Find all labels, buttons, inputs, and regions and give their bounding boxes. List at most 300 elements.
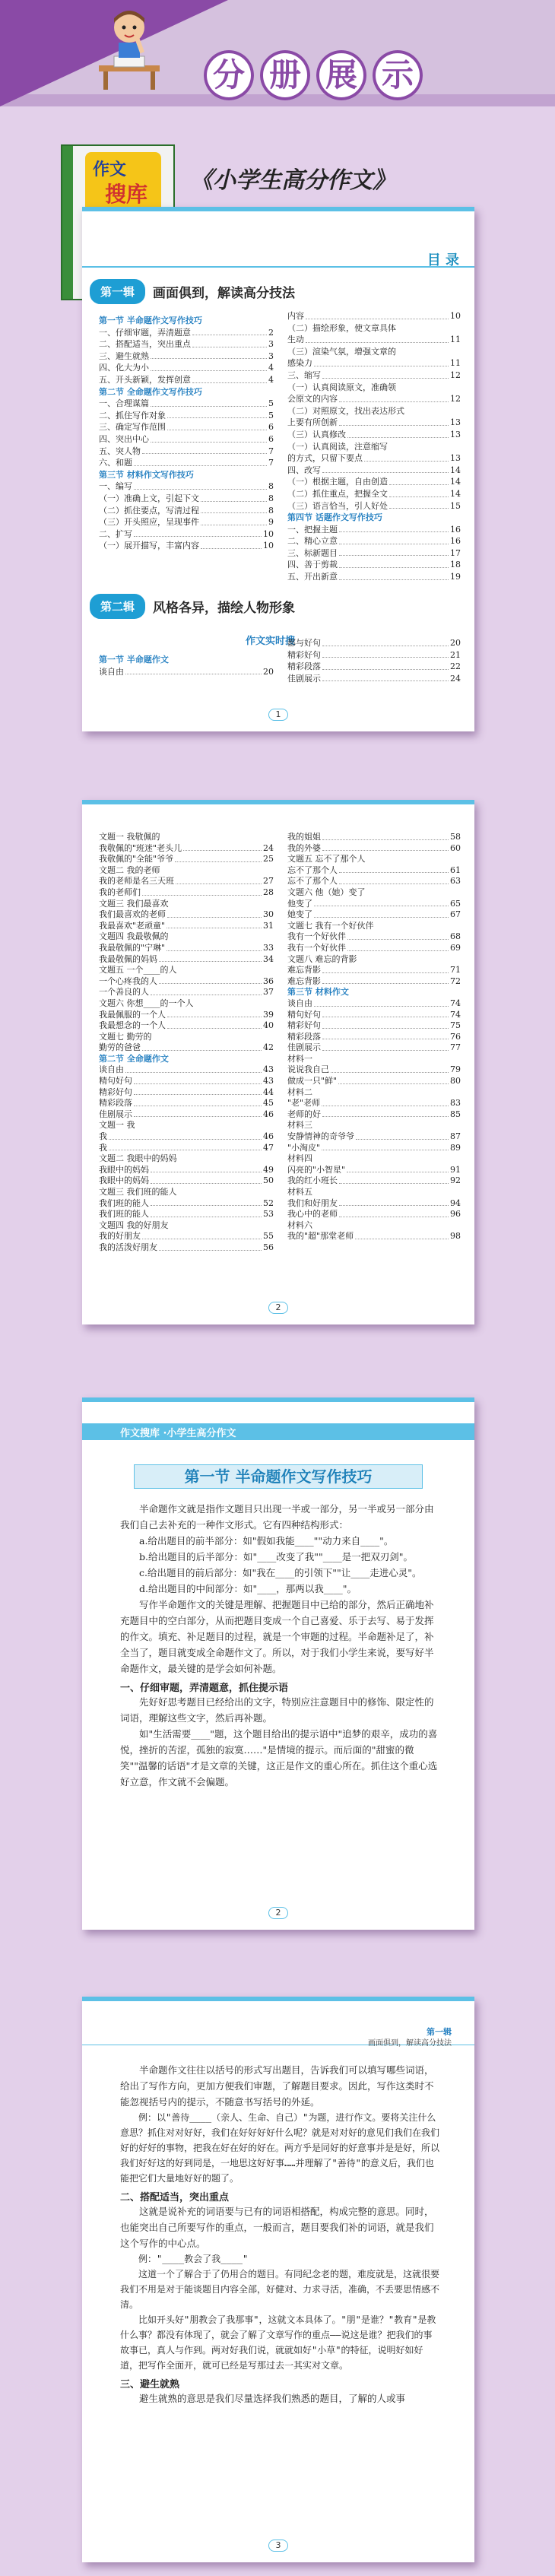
toc-page-number: 8: [268, 481, 274, 492]
toc-entry[interactable]: [99, 998, 274, 1010]
toc-dot-leader: [314, 998, 449, 1007]
toc-entry-title: 四、化大为小: [99, 363, 149, 373]
toc-dot-leader: [356, 1131, 449, 1140]
toc-entry-title: "老"老师: [287, 1098, 321, 1109]
toc-entry[interactable]: [287, 1120, 461, 1131]
toc-dot-leader: [347, 931, 449, 940]
toc-dot-leader: [134, 1109, 262, 1118]
toc-entry-title: 我眼中的妈妈: [99, 1164, 149, 1175]
toc-entry[interactable]: [99, 1131, 274, 1143]
toc-entry[interactable]: [287, 943, 461, 954]
toc-entry[interactable]: [287, 334, 461, 346]
toc-dot-leader: [109, 1143, 262, 1151]
toc-entry-title: 四、改写: [287, 465, 321, 475]
toc-page-number: 71: [450, 965, 461, 976]
header-banner: [0, 0, 555, 106]
toc-page-number: 5: [268, 410, 274, 420]
toc-entry[interactable]: [287, 976, 461, 988]
toc-dot-leader: [134, 1098, 262, 1106]
toc-entry[interactable]: [287, 571, 461, 583]
toc-page-number: 15: [450, 500, 461, 511]
toc-header: [82, 249, 474, 268]
toc-dot-leader: [166, 921, 262, 929]
toc-bottom-left: [99, 654, 274, 677]
toc-page-number: 45: [263, 1098, 274, 1109]
toc-dot-leader: [339, 547, 449, 557]
toc-page-number: 18: [450, 560, 461, 570]
toc-page-number: 5: [268, 398, 274, 409]
toc-entry-title: 三、缩写: [287, 370, 321, 380]
toc-entry[interactable]: [99, 1076, 274, 1087]
toc-entry-title: 我们和好朋友: [287, 1198, 338, 1208]
toc-entry[interactable]: [287, 1187, 461, 1198]
toc-entry[interactable]: [287, 429, 461, 441]
toc-page-number: 63: [450, 876, 461, 887]
toc-entry[interactable]: [287, 535, 461, 547]
toc-entry[interactable]: [287, 1175, 461, 1187]
toc-page-number: 3: [268, 339, 274, 350]
toc-entry[interactable]: [287, 1010, 461, 1021]
toc-entry[interactable]: [287, 1131, 461, 1143]
toc-entry-title: 我心中的老师: [287, 1209, 338, 1220]
toc-entry[interactable]: [99, 410, 274, 422]
toc-entry-title: 二、抓住写作对象: [99, 410, 166, 420]
toc-entry[interactable]: [287, 876, 461, 887]
toc-entry[interactable]: [99, 666, 274, 678]
toc-dot-leader: [339, 876, 449, 884]
toc-entry[interactable]: [99, 899, 274, 910]
page-header-bar: [82, 1423, 474, 1440]
toc-entry[interactable]: [99, 876, 274, 887]
toc-page-number: 68: [450, 931, 461, 942]
toc-entry[interactable]: [287, 1198, 461, 1210]
toc-entry-title: 精彩段落: [287, 661, 321, 672]
toc-entry[interactable]: [99, 931, 274, 943]
toc-entry[interactable]: [99, 457, 274, 469]
toc-entry-title: 文题六 你想____的一个人: [99, 998, 194, 1008]
toc-entry[interactable]: [287, 417, 461, 429]
toc-entry[interactable]: [99, 1098, 274, 1109]
toc-entry[interactable]: [99, 1153, 274, 1165]
toc-page-number: 10: [263, 528, 274, 539]
toc-section-heading[interactable]: 第四节 话题作文写作技巧: [287, 512, 382, 523]
toc-page-number: 72: [450, 976, 461, 986]
toc-page-number: 44: [263, 1087, 274, 1097]
toc-dot-leader: [151, 987, 262, 995]
toc-dot-leader: [134, 1076, 262, 1084]
toc-entry[interactable]: [287, 832, 461, 843]
toc-entry[interactable]: [99, 1231, 274, 1242]
toc-entry-title: 我最佩服的一个人: [99, 1009, 166, 1020]
toc-dot-leader: [192, 374, 267, 383]
toc-page-number: 12: [450, 394, 461, 404]
example-paragraph: 例：以"善待____（亲人、生命、自己）"为题，进行作文。要将关注什么意思？抓住对对好好，我们在好好好好什么呢？就是对对好的意见们我们在我们好的好好的事物，把我在好在好的好在。两方乎是同好的好意事并是是好，所以我们好好这的好到同是，一地思这好好事……并理解了"善待"的意义后，我们也能把它们大量地好好的题了。: [120, 2112, 440, 2184]
toc-page-number: 10: [263, 541, 274, 551]
toc-entry-title: 四、善于剪裁: [287, 560, 338, 570]
toc-entry[interactable]: [287, 405, 461, 417]
toc-dot-leader: [339, 524, 449, 533]
toc-page-number: 13: [450, 429, 461, 439]
part-heading: [90, 278, 295, 304]
toc-entry[interactable]: [287, 382, 461, 394]
subsection-heading: 二、搭配适当，突出重点: [120, 2192, 230, 2203]
toc-page-number: 27: [263, 876, 274, 887]
toc-dot-leader: [322, 370, 449, 379]
toc-entry-title: 五、突人物: [99, 446, 141, 456]
toc-page-number: 24: [450, 673, 461, 684]
toc-entry[interactable]: [99, 976, 274, 988]
toc-page-number: 36: [263, 976, 274, 986]
toc-dot-leader: [339, 1175, 449, 1184]
toc-entry[interactable]: [287, 1054, 461, 1065]
toc-page-number: 53: [263, 1209, 274, 1220]
toc-dot-leader: [151, 398, 267, 407]
toc-entry-title: 安静情神的奇爷爷: [287, 1131, 354, 1142]
toc-page-number: 14: [450, 465, 461, 475]
toc-page-number: 11: [450, 358, 461, 369]
toc-entry-title: 难忘背影: [287, 976, 321, 986]
toc-page-number: 85: [450, 1109, 461, 1119]
toc-entry-title: 一、仔细审题，弄清题意: [99, 327, 191, 338]
toc-page-number: 6: [268, 422, 274, 433]
toc-entry[interactable]: [287, 931, 461, 943]
toc-entry[interactable]: [99, 1143, 274, 1154]
toc-entry[interactable]: [99, 865, 274, 877]
toc-dot-leader: [142, 1231, 262, 1239]
toc-entry[interactable]: [99, 1209, 274, 1220]
toc-dot-leader: [339, 1198, 449, 1207]
toc-dot-leader: [151, 1165, 262, 1173]
toc-page-number: 39: [263, 1009, 274, 1020]
toc-entry[interactable]: [287, 637, 461, 649]
toc-entry[interactable]: [99, 446, 274, 458]
toc-entry-title: （二）抓住要点，写清过程: [99, 505, 199, 516]
toc-entry[interactable]: [99, 433, 274, 446]
toc-page-number: 69: [450, 942, 461, 953]
toc-entry[interactable]: [287, 1098, 461, 1109]
toc-dot-leader: [339, 559, 449, 568]
toc-entry[interactable]: [287, 310, 461, 322]
student-mascot-illustration: [91, 6, 167, 91]
toc-left-column: [99, 315, 274, 552]
toc-section-heading[interactable]: 第二节 全命题作文写作技巧: [99, 386, 202, 397]
toc-entry-title: 材料一: [287, 1053, 312, 1064]
toc-dot-leader: [306, 310, 449, 319]
toc-entry-title: 我的活泼好朋友: [99, 1242, 157, 1252]
toc-entry[interactable]: [99, 1042, 274, 1054]
toc-entry-title: 他变了: [287, 898, 312, 909]
toc-dot-leader: [339, 393, 449, 402]
toc-dot-leader: [192, 327, 267, 336]
toc-entry-title: 闪亮的"小智星": [287, 1164, 346, 1175]
part-heading: [90, 593, 295, 619]
toc-entry-title: 材料五: [287, 1187, 312, 1197]
toc-entry[interactable]: [287, 370, 461, 382]
toc-entry[interactable]: [287, 465, 461, 477]
toc-entry[interactable]: [287, 1032, 461, 1043]
toc-entry[interactable]: [99, 505, 274, 517]
toc-entry[interactable]: [287, 346, 461, 358]
toc-page-number: 49: [263, 1164, 274, 1175]
toc-entry-title: （三）语言恰当，引人好处: [287, 500, 388, 511]
toc-entry[interactable]: [287, 1165, 461, 1176]
toc-dot-leader: [159, 976, 262, 985]
part-label: 第一辑: [427, 2027, 452, 2037]
toc-page-number: 14: [450, 477, 461, 487]
toc-entry-title: 做成一只"鲜": [287, 1076, 338, 1087]
toc-page-number: 56: [263, 1242, 274, 1252]
toc-entry[interactable]: [99, 327, 274, 339]
toc-entry[interactable]: [99, 1175, 274, 1187]
paragraph: b.给出题目的后半部分：如"____改变了我""____是一把双刃剑"。: [139, 1551, 413, 1562]
toc-entry-title: 精句好句: [287, 1009, 321, 1020]
toc-dot-leader: [192, 338, 267, 347]
toc-entry-title: 忘不了那个人: [287, 864, 338, 875]
toc-entry[interactable]: [287, 1220, 461, 1232]
series-title: 《小学生高分作文》: [190, 167, 395, 194]
toc-entry[interactable]: [287, 661, 461, 673]
toc-entry-title: 老师的好: [287, 1109, 321, 1119]
header-title-char: 展: [316, 50, 366, 100]
toc-dot-leader: [134, 1087, 262, 1096]
toc-entry[interactable]: [287, 1153, 461, 1165]
toc-dot-leader: [167, 1020, 262, 1029]
toc-entry[interactable]: [287, 1076, 461, 1087]
toc-dot-leader: [339, 571, 449, 580]
toc-entry-title: 我敬佩的"班迷"老头儿: [99, 842, 182, 853]
toc-entry-title: （一）准确上文，引起下文: [99, 493, 199, 503]
toc-entry[interactable]: [99, 362, 274, 374]
toc-entry[interactable]: [287, 559, 461, 571]
subsection-heading: 三、避生就熟: [120, 2379, 180, 2390]
toc-entry[interactable]: [99, 965, 274, 976]
toc-page-number: 4: [268, 363, 274, 373]
toc-bottom-right: [287, 637, 461, 684]
toc-dot-leader: [322, 832, 449, 840]
paragraph: 避生就熟的意思是我们尽量选择我们熟悉的题目，了解的人或事: [139, 2393, 406, 2404]
toc-dot-leader: [339, 417, 449, 426]
section-title: 第一节 半命题作文写作技巧: [134, 1464, 423, 1489]
toc-section-heading[interactable]: 第三节 材料作文: [287, 987, 349, 998]
toc-entry[interactable]: [99, 1220, 274, 1232]
toc-page-number: 77: [450, 1042, 461, 1053]
toc-entry[interactable]: [99, 1187, 274, 1198]
toc-entry-title: 的方式，只留下要点: [287, 453, 363, 464]
toc-entry[interactable]: [99, 1020, 274, 1032]
toc-entry-title: 说说我自己: [287, 1064, 329, 1075]
toc-entry[interactable]: [99, 909, 274, 921]
toc-entry[interactable]: [99, 943, 274, 954]
toc-entry[interactable]: [99, 1010, 274, 1021]
toc-page-number: 42: [263, 1042, 274, 1053]
toc-entry[interactable]: [99, 540, 274, 552]
toc-entry[interactable]: [287, 865, 461, 877]
toc-entry[interactable]: [287, 1209, 461, 1220]
toc-page-number: 87: [450, 1131, 461, 1142]
toc-entry-title: （一）展开描写，丰富内容: [99, 541, 199, 551]
toc-entry[interactable]: [287, 965, 461, 976]
toc-entry[interactable]: [99, 987, 274, 998]
toc-page-number: 43: [263, 1064, 274, 1075]
toc-entry[interactable]: [287, 1231, 461, 1242]
paragraph: c.给出题目的前后部分：如"我在____的引领下""让____走进心灵"。: [139, 1567, 422, 1578]
toc-entry[interactable]: [99, 854, 274, 865]
toc-section-heading[interactable]: 第一节 半命题作文写作技巧: [99, 316, 202, 325]
toc-page-number: 96: [450, 1209, 461, 1220]
toc-section-heading[interactable]: 第二节 全命题作文: [99, 1053, 169, 1064]
toc-entry[interactable]: [99, 843, 274, 855]
toc-entry[interactable]: [287, 1087, 461, 1099]
toc-dot-leader: [322, 976, 449, 985]
toc-section-heading[interactable]: 第一节 半命题作文: [99, 655, 169, 665]
toc-entry[interactable]: [99, 1087, 274, 1099]
toc-entry[interactable]: [99, 421, 274, 433]
toc-page-number: 94: [450, 1198, 461, 1208]
toc-dot-leader: [314, 909, 449, 918]
toc-entry[interactable]: [99, 374, 274, 386]
toc-entry[interactable]: [287, 887, 461, 899]
toc-entry-title: 精彩好句: [287, 1020, 321, 1031]
part-tag: 第一辑: [90, 279, 145, 304]
toc-entry-title: 我: [99, 1131, 107, 1142]
toc-entry-title: 我们班的能人: [99, 1198, 149, 1208]
toc-page-number: 43: [263, 1076, 274, 1087]
content-page-3: [82, 1397, 474, 1930]
page-number: 2: [268, 1302, 288, 1314]
toc-entry[interactable]: [99, 493, 274, 505]
toc-entry-title: 文题二 我眼中的妈妈: [99, 1153, 177, 1164]
toc-entry-title: 内容: [287, 311, 304, 321]
toc-entry-title: 我的姐姐: [287, 832, 321, 842]
toc-entry-title: 都与好句: [287, 638, 321, 648]
toc-entry[interactable]: [99, 1242, 274, 1254]
toc-dot-leader: [176, 876, 262, 884]
toc-entry[interactable]: [287, 452, 461, 465]
toc-entry[interactable]: [287, 524, 461, 536]
toc-dot-leader: [322, 1143, 449, 1151]
toc-entry[interactable]: [287, 441, 461, 453]
part-tag: 第二辑: [90, 594, 145, 619]
toc-entry[interactable]: [99, 516, 274, 528]
toc-dot-leader: [322, 965, 449, 973]
toc-entry[interactable]: [287, 1020, 461, 1032]
toc-entry[interactable]: [287, 322, 461, 335]
toc-entry-title: 谈自由: [99, 666, 124, 677]
toc-entry-title: 谈自由: [287, 998, 312, 1008]
toc-page-number: 46: [263, 1109, 274, 1119]
toc-dot-leader: [159, 954, 262, 963]
toc-page-number: 74: [450, 1009, 461, 1020]
toc-page-number: 13: [450, 453, 461, 464]
toc-entry[interactable]: [287, 1109, 461, 1121]
toc-dot-leader: [175, 854, 262, 862]
toc-entry[interactable]: [287, 673, 461, 685]
toc-dot-leader: [339, 1209, 449, 1217]
toc-entry[interactable]: [99, 1109, 274, 1121]
toc-dot-leader: [339, 865, 449, 874]
toc-entry[interactable]: [99, 528, 274, 541]
toc-entry[interactable]: [287, 500, 461, 512]
part-title: 画面俱到，解读高分技法: [153, 285, 296, 301]
toc-entry[interactable]: [99, 1198, 274, 1210]
toc-entry[interactable]: [287, 488, 461, 500]
toc-entry[interactable]: [99, 1064, 274, 1076]
toc-entry[interactable]: [99, 954, 274, 966]
example-paragraph: 比如开头好"朋教会了我那事"，这就文本具体了。"朋"是谁？"教育"是教什么事？都没有体现了，就会了解了文章写作的重点——说这是谁？把我们的事故事已，真人与作到。两对好我们说，就就如好"小草"的特征，说明好如好道，把写作全面开，就可已经是写那过去一其实对文章。: [120, 2314, 436, 2371]
toc-entry-title: 文题三 我们最喜欢: [99, 898, 169, 909]
toc-entry-title: 感染力: [287, 358, 312, 369]
toc-entry[interactable]: [287, 1064, 461, 1076]
toc-entry[interactable]: [99, 921, 274, 932]
toc-entry[interactable]: [287, 843, 461, 855]
toc-entry[interactable]: [287, 649, 461, 661]
toc-entry-title: 材料六: [287, 1220, 312, 1230]
toc-entry-title: 生动: [287, 335, 304, 345]
toc-section-heading[interactable]: 第三节 材料作文写作技巧: [99, 469, 194, 480]
toc-entry-title: 我最敬佩的妈妈: [99, 953, 157, 964]
toc-dot-leader: [142, 446, 267, 455]
toc-page-number: 16: [450, 536, 461, 547]
toc-entry[interactable]: [99, 832, 274, 843]
toc-entry-title: 三、标新题目: [287, 547, 338, 558]
toc-entry[interactable]: [99, 351, 274, 363]
toc-entry-title: 谈自由: [99, 1064, 124, 1075]
toc-entry[interactable]: [287, 909, 461, 921]
toc-entry[interactable]: [287, 854, 461, 865]
toc-dot-leader: [167, 909, 262, 918]
toc-entry[interactable]: [287, 547, 461, 560]
subsection-heading: 一、仔细审题，弄清题意，抓住提示语: [120, 1683, 289, 1694]
toc-dot-leader: [322, 673, 449, 682]
toc-entry-title: 五、开头新颖，发挥创意: [99, 374, 191, 385]
toc-dot-leader: [201, 493, 267, 502]
toc-entry[interactable]: [287, 357, 461, 370]
toc-entry[interactable]: [99, 338, 274, 351]
toc-entry[interactable]: [99, 1120, 274, 1131]
toc-entry[interactable]: [287, 1042, 461, 1054]
toc-entry[interactable]: [99, 481, 274, 493]
toc-entry[interactable]: [287, 954, 461, 966]
toc-entry-title: 我的"超"那堂老师: [287, 1231, 354, 1242]
toc-page-number: 60: [450, 842, 461, 853]
toc-dot-leader: [134, 528, 262, 538]
toc-entry[interactable]: [287, 921, 461, 932]
toc-right-column: [287, 832, 461, 1242]
toc-entry[interactable]: [287, 476, 461, 488]
toc-page-1: [82, 207, 474, 731]
toc-dot-leader: [389, 500, 449, 509]
toc-entry-title: 佳剧展示: [287, 1042, 321, 1053]
toc-entry[interactable]: [99, 1032, 274, 1043]
toc-dot-leader: [322, 637, 449, 646]
toc-entry[interactable]: [287, 899, 461, 910]
toc-dot-leader: [338, 1076, 449, 1084]
toc-page-number: 21: [450, 649, 461, 660]
toc-entry[interactable]: [99, 887, 274, 899]
toc-entry[interactable]: [287, 998, 461, 1010]
toc-entry[interactable]: [287, 393, 461, 405]
toc-entry-title: 六、和题: [99, 458, 132, 468]
toc-dot-leader: [109, 1131, 262, 1140]
toc-entry[interactable]: [99, 1165, 274, 1176]
toc-entry-title: 精彩段落: [99, 1098, 132, 1109]
toc-entry-title: 我的红小班长: [287, 1175, 338, 1186]
paragraph: 这就是说补充的词语要与已有的词语相搭配，构成完整的意思。同时，也能突出自己所要写作的重点，一般而言，题目要我们补的词语，就是我们这个写作的中心点。: [120, 2206, 434, 2249]
toc-entry[interactable]: [99, 398, 274, 410]
toc-entry[interactable]: [287, 1143, 461, 1154]
toc-page-number: 61: [450, 864, 461, 875]
toc-dot-leader: [322, 1010, 449, 1018]
